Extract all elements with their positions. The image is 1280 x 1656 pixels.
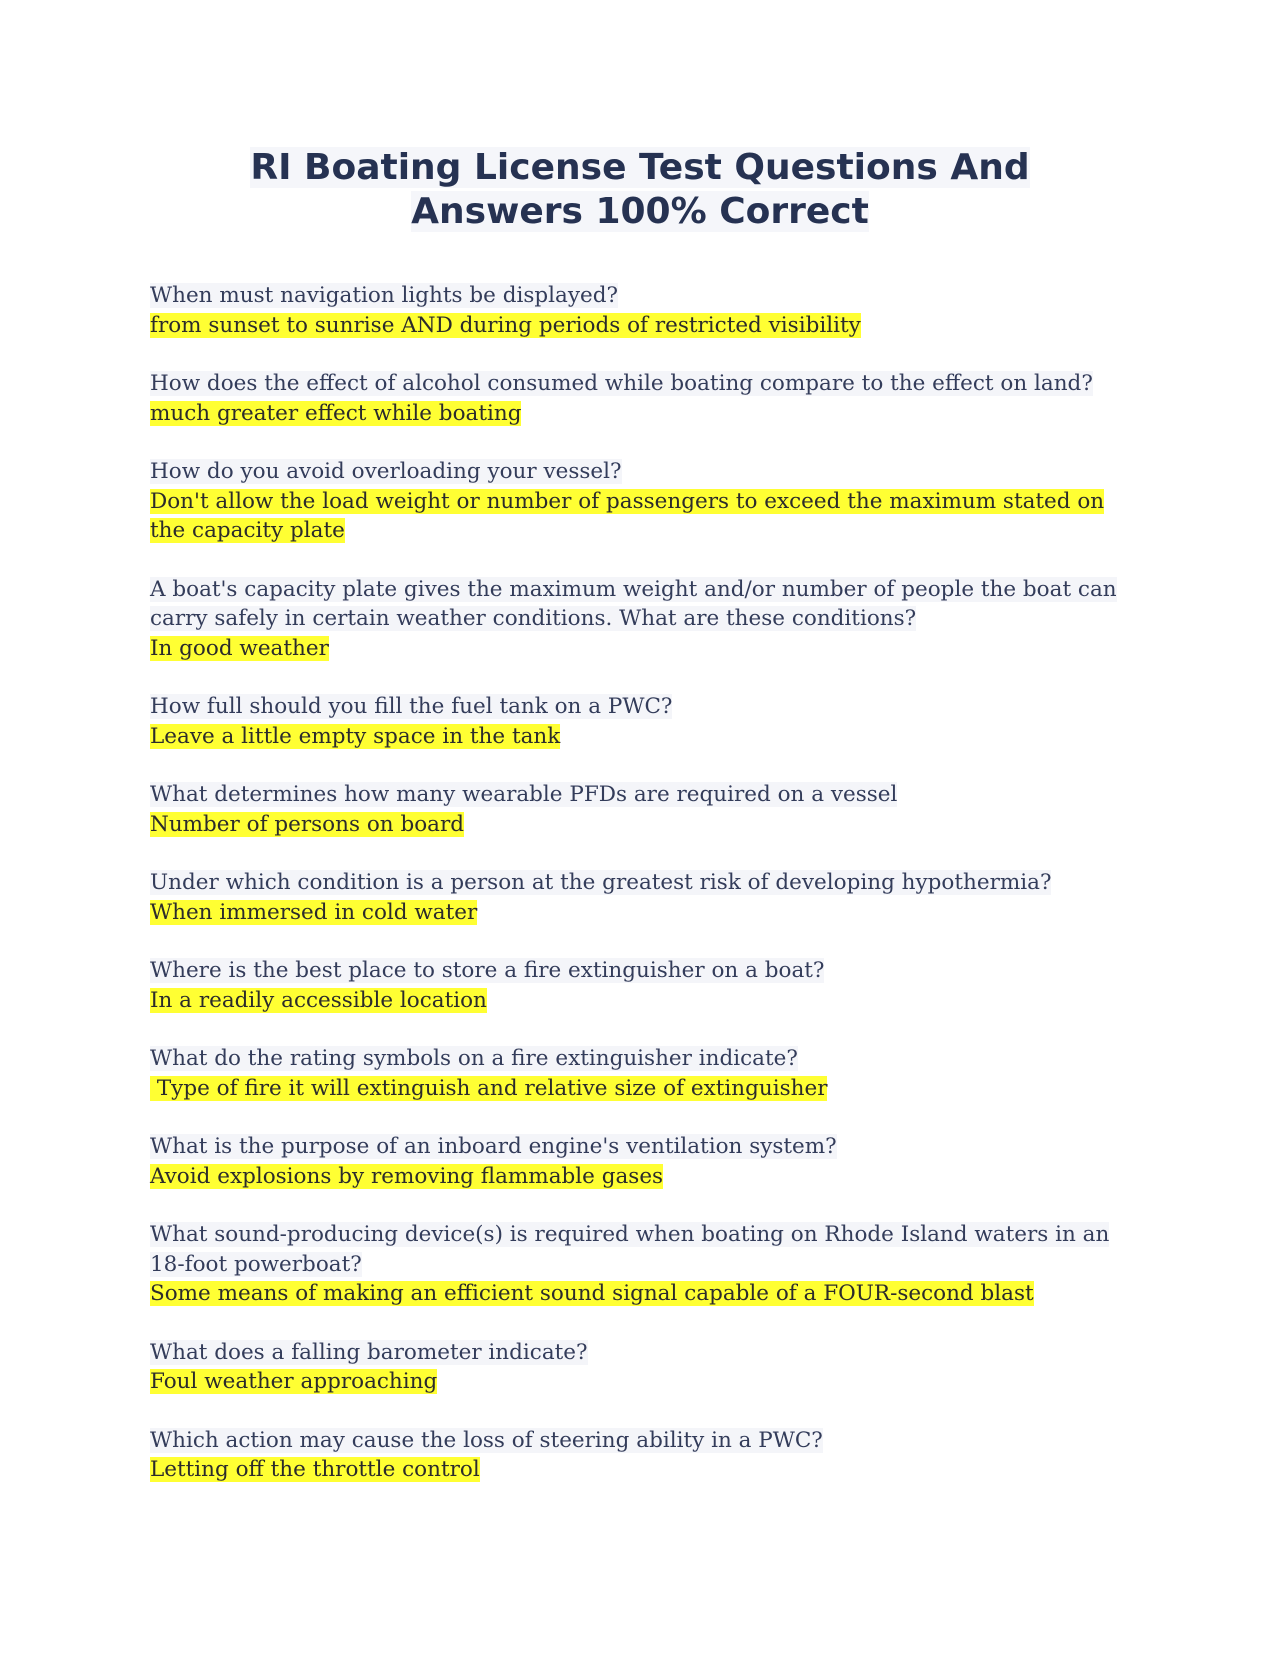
question-text: What determines how many wearable PFDs are required on a vessel <box>150 782 898 807</box>
question-text: What does a falling barometer indicate? <box>150 1339 588 1365</box>
answer-text: Foul weather approaching <box>150 1369 438 1394</box>
question-text: What do the rating symbols on a fire extinguisher indicate? <box>150 1046 798 1071</box>
qa-item <box>150 780 1140 839</box>
qa-item <box>150 457 1140 546</box>
question-text: When must navigation lights be displayed? <box>150 283 618 308</box>
qa-item <box>150 1220 1140 1309</box>
qa-item <box>150 1044 1140 1103</box>
answer-text: Leave a little empty space in the tank <box>150 723 561 749</box>
qa-item <box>150 1132 1140 1191</box>
qa-item <box>150 868 1140 927</box>
title-line-1: RI Boating License Test Questions And <box>250 147 1030 188</box>
answer-text: When immersed in cold water <box>150 899 478 925</box>
qa-item <box>150 369 1140 428</box>
question-text: How full should you fill the fuel tank on a PWC? <box>150 694 673 719</box>
qa-item <box>150 1338 1140 1397</box>
answer-text: Type of fire it will extinguish and relative size of extinguisher <box>150 1075 828 1101</box>
question-text: What is the purpose of an inboard engine's ventilation system? <box>150 1134 837 1159</box>
answer-text: much greater effect while boating <box>150 400 522 426</box>
answer-text: Letting off the throttle control <box>150 1457 480 1482</box>
question-text: Which action may cause the loss of steering ability in a PWC? <box>150 1427 823 1453</box>
question-text: How do you avoid overloading your vessel? <box>150 459 622 484</box>
qa-item <box>150 281 1140 340</box>
answer-text: Avoid explosions by removing flammable gases <box>150 1163 664 1189</box>
question-text: How does the effect of alcohol consumed while boating compare to the effect on land? <box>150 371 1093 396</box>
question-text: Where is the best place to store a fire extinguisher on a boat? <box>150 958 825 983</box>
qa-item <box>150 575 1140 664</box>
question-text: Under which condition is a person at the greatest risk of developing hypothermia? <box>150 870 1052 895</box>
qa-item <box>150 692 1140 751</box>
page-title <box>150 146 1130 234</box>
question-text: A boat's capacity plate gives the maximum weight and/or number of people the boat can carry safely in certain weather conditions. What are these conditions? <box>150 576 1117 631</box>
answer-text: In good weather <box>150 635 329 661</box>
answer-text: Don't allow the load weight or number of passengers to exceed the maximum stated on the capacity plate <box>150 488 1105 543</box>
answer-text: In a readily accessible location <box>150 987 487 1013</box>
question-text: What sound-producing device(s) is required when boating on Rhode Island waters in an 18-foot powerboat? <box>150 1222 1110 1277</box>
answer-text: Some means of making an efficient sound signal capable of a FOUR-second blast <box>150 1281 1034 1306</box>
title-line-2: Answers 100% Correct <box>411 191 869 232</box>
answer-text: from sunset to sunrise AND during periods of restricted visibility <box>150 312 861 338</box>
qa-list <box>150 281 1140 1514</box>
answer-text: Number of persons on board <box>150 811 465 837</box>
qa-item <box>150 956 1140 1015</box>
qa-item <box>150 1426 1140 1485</box>
